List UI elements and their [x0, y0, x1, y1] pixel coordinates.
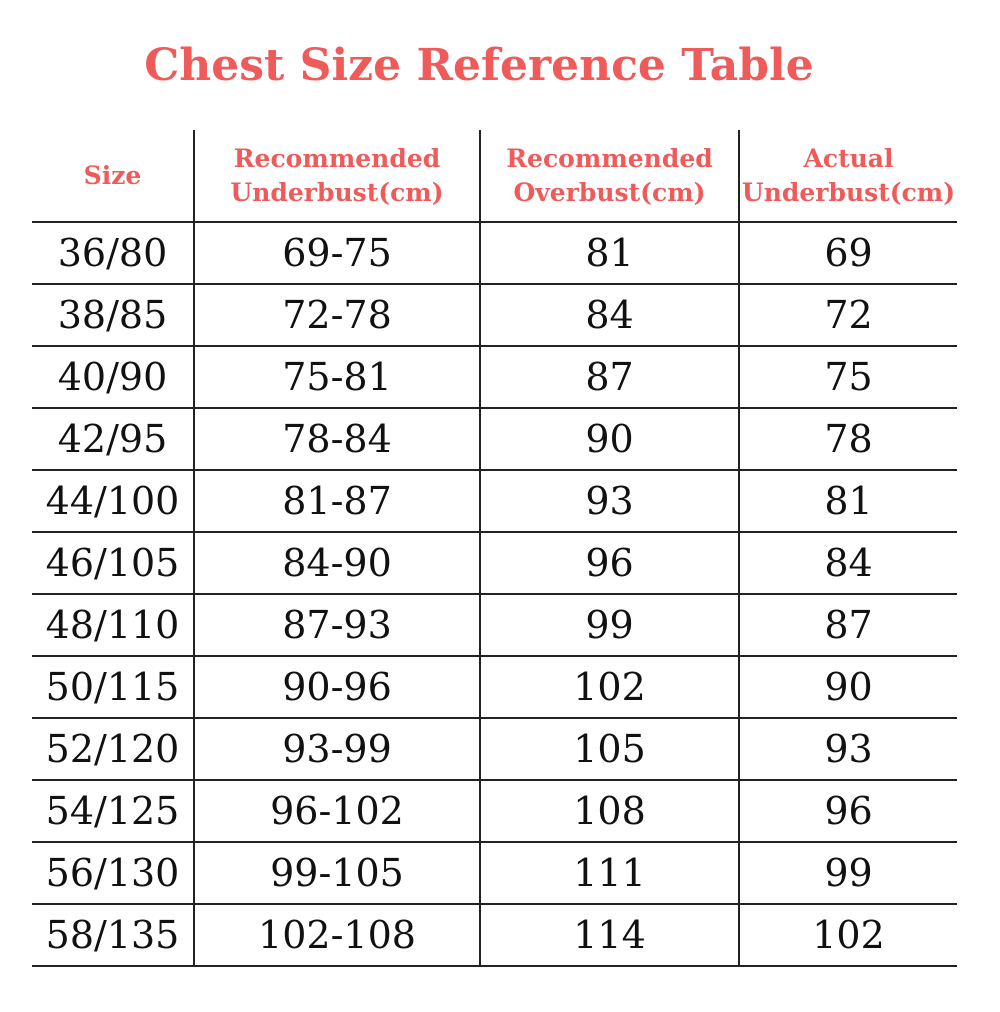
cell-actual-underbust: 69 [739, 222, 957, 284]
cell-size: 50/115 [32, 656, 194, 718]
cell-recommended-underbust: 96-102 [194, 780, 480, 842]
header-actual-underbust [739, 130, 957, 222]
cell-actual-underbust: 90 [739, 656, 957, 718]
cell-recommended-overbust: 108 [480, 780, 739, 842]
cell-recommended-underbust: 75-81 [194, 346, 480, 408]
header-line-2: Underbust(cm) [230, 177, 444, 207]
header-size-label: Size [83, 160, 142, 190]
size-table [32, 130, 957, 967]
table-header [32, 130, 957, 222]
cell-recommended-underbust: 81-87 [194, 470, 480, 532]
cell-recommended-underbust: 93-99 [194, 718, 480, 780]
cell-recommended-overbust: 102 [480, 656, 739, 718]
cell-recommended-overbust: 84 [480, 284, 739, 346]
header-recommended-overbust [480, 130, 739, 222]
cell-recommended-overbust: 93 [480, 470, 739, 532]
cell-recommended-underbust: 72-78 [194, 284, 480, 346]
cell-size: 46/105 [32, 532, 194, 594]
cell-recommended-underbust: 69-75 [194, 222, 480, 284]
cell-size: 52/120 [32, 718, 194, 780]
table-row [32, 904, 957, 966]
header-row [32, 130, 957, 222]
cell-actual-underbust: 87 [739, 594, 957, 656]
header-line-2: Underbust(cm) [741, 177, 956, 207]
cell-actual-underbust: 72 [739, 284, 957, 346]
table-row [32, 408, 957, 470]
header-line-1: Actual [803, 143, 894, 173]
header-recommended-underbust [194, 130, 480, 222]
cell-recommended-underbust: 84-90 [194, 532, 480, 594]
cell-size: 40/90 [32, 346, 194, 408]
page-title: Chest Size Reference Table [144, 40, 814, 91]
cell-size: 58/135 [32, 904, 194, 966]
table-row [32, 594, 957, 656]
cell-recommended-overbust: 114 [480, 904, 739, 966]
cell-size: 44/100 [32, 470, 194, 532]
cell-recommended-underbust: 87-93 [194, 594, 480, 656]
cell-actual-underbust: 102 [739, 904, 957, 966]
cell-size: 56/130 [32, 842, 194, 904]
cell-size: 48/110 [32, 594, 194, 656]
cell-size: 54/125 [32, 780, 194, 842]
header-line-1: Recommended [233, 143, 441, 173]
cell-size: 36/80 [32, 222, 194, 284]
cell-recommended-overbust: 111 [480, 842, 739, 904]
cell-actual-underbust: 93 [739, 718, 957, 780]
cell-recommended-overbust: 90 [480, 408, 739, 470]
cell-recommended-underbust: 102-108 [194, 904, 480, 966]
cell-recommended-overbust: 96 [480, 532, 739, 594]
cell-actual-underbust: 99 [739, 842, 957, 904]
header-size [32, 130, 194, 222]
table-row [32, 470, 957, 532]
cell-actual-underbust: 96 [739, 780, 957, 842]
cell-recommended-underbust: 78-84 [194, 408, 480, 470]
table-row [32, 532, 957, 594]
cell-actual-underbust: 81 [739, 470, 957, 532]
cell-actual-underbust: 75 [739, 346, 957, 408]
table-body [32, 222, 957, 966]
table-row [32, 842, 957, 904]
header-line-1: Recommended [506, 143, 713, 173]
table-row [32, 222, 957, 284]
cell-recommended-underbust: 99-105 [194, 842, 480, 904]
cell-recommended-overbust: 81 [480, 222, 739, 284]
cell-size: 42/95 [32, 408, 194, 470]
cell-recommended-underbust: 90-96 [194, 656, 480, 718]
cell-recommended-overbust: 87 [480, 346, 739, 408]
header-line-2: Overbust(cm) [513, 177, 706, 207]
cell-recommended-overbust: 99 [480, 594, 739, 656]
cell-actual-underbust: 78 [739, 408, 957, 470]
table-row [32, 780, 957, 842]
cell-actual-underbust: 84 [739, 532, 957, 594]
table-row [32, 284, 957, 346]
table-row [32, 718, 957, 780]
cell-size: 38/85 [32, 284, 194, 346]
table-row [32, 656, 957, 718]
cell-recommended-overbust: 105 [480, 718, 739, 780]
table-row [32, 346, 957, 408]
